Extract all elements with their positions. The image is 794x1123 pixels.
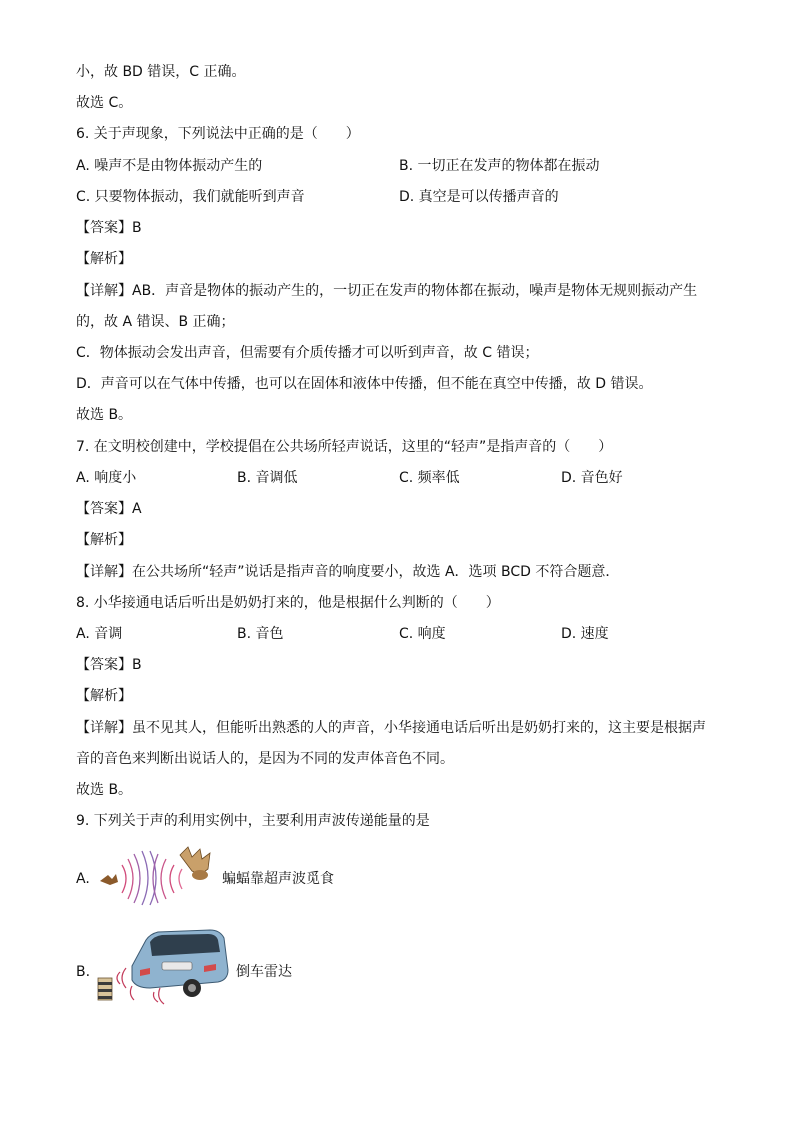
q6-detail-2: 的，故 A 错误、B 正确； xyxy=(76,314,235,330)
bat-echolocation-image xyxy=(96,845,216,910)
q7-stem: 7. 在文明校创建中，学校提倡在公共场所轻声说话，这里的“轻声”是指声音的（ ） xyxy=(76,439,613,455)
q7-option-b: B. 音调低 xyxy=(237,470,298,486)
q8-stem: 8. 小华接通电话后听出是奶奶打来的，他是根据什么判断的（ ） xyxy=(76,595,500,611)
q6-detail-1: 【详解】AB．声音是物体的振动产生的，一切正在发声的物体都在振动，噪声是物体无规则振动产生 xyxy=(76,283,698,299)
q6-choose: 故选 B。 xyxy=(76,407,133,423)
q6-option-c: C. 只要物体振动，我们就能听到声音 xyxy=(76,189,305,205)
q7-detail-1: 【详解】在公共场所“轻声”说话是指声音的响度要小，故选 A．选项 BCD 不符合题意． xyxy=(76,564,620,580)
q8-option-a: A. 音调 xyxy=(76,626,123,642)
q6-detail-4: D．声音可以在气体中传播，也可以在固体和液体中传播，但不能在真空中传播，故 D 错误。 xyxy=(76,376,653,392)
q7-answer: 【答案】A xyxy=(76,501,142,517)
obstacle-post-icon xyxy=(98,978,112,1000)
q8-option-d: D. 速度 xyxy=(561,626,609,642)
large-bat-icon xyxy=(180,847,210,880)
q7-option-d: D. 音色好 xyxy=(561,470,623,486)
small-bat-icon xyxy=(100,874,118,885)
car-icon xyxy=(132,930,228,997)
q8-answer: 【答案】B xyxy=(76,657,142,673)
q7-analysis: 【解析】 xyxy=(76,532,132,548)
q6-option-d: D. 真空是可以传播声音的 xyxy=(399,189,559,205)
q6-option-b: B. 一切正在发声的物体都在振动 xyxy=(399,158,600,174)
continuation-line-1: 小，故 BD 错误，C 正确。 xyxy=(76,64,246,80)
q6-analysis: 【解析】 xyxy=(76,251,132,267)
q8-detail-1: 【详解】虽不见其人，但能听出熟悉的人的声音，小华接通电话后听出是奶奶打来的，这主要是根据声 xyxy=(76,720,706,736)
q8-choose: 故选 B。 xyxy=(76,782,133,798)
q7-option-a: A. 响度小 xyxy=(76,470,137,486)
q6-stem: 6. 关于声现象，下列说法中正确的是（ ） xyxy=(76,126,360,142)
q8-detail-2: 音的音色来判断出说话人的，是因为不同的发声体音色不同。 xyxy=(76,751,454,767)
q6-detail-3: C．物体振动会发出声音，但需要有介质传播才可以听到声音，故 C 错误； xyxy=(76,345,539,361)
q9-stem: 9. 下列关于声的利用实例中，主要利用声波传递能量的是 xyxy=(76,813,430,829)
q7-option-c: C. 频率低 xyxy=(399,470,460,486)
q9-option-b-letter: B. xyxy=(76,964,91,980)
q9-option-a-text: 蝙蝠靠超声波觅食 xyxy=(222,871,334,887)
q8-option-b: B. 音色 xyxy=(237,626,284,642)
continuation-line-2: 故选 C。 xyxy=(76,95,133,111)
q8-analysis: 【解析】 xyxy=(76,688,132,704)
q6-option-a: A. 噪声不是由物体振动产生的 xyxy=(76,158,263,174)
q9-option-a-letter: A. xyxy=(76,871,90,887)
q8-option-c: C. 响度 xyxy=(399,626,446,642)
q9-option-b-text: 倒车雷达 xyxy=(236,964,292,980)
reversing-radar-image xyxy=(92,926,232,1006)
q6-answer: 【答案】B xyxy=(76,220,142,236)
